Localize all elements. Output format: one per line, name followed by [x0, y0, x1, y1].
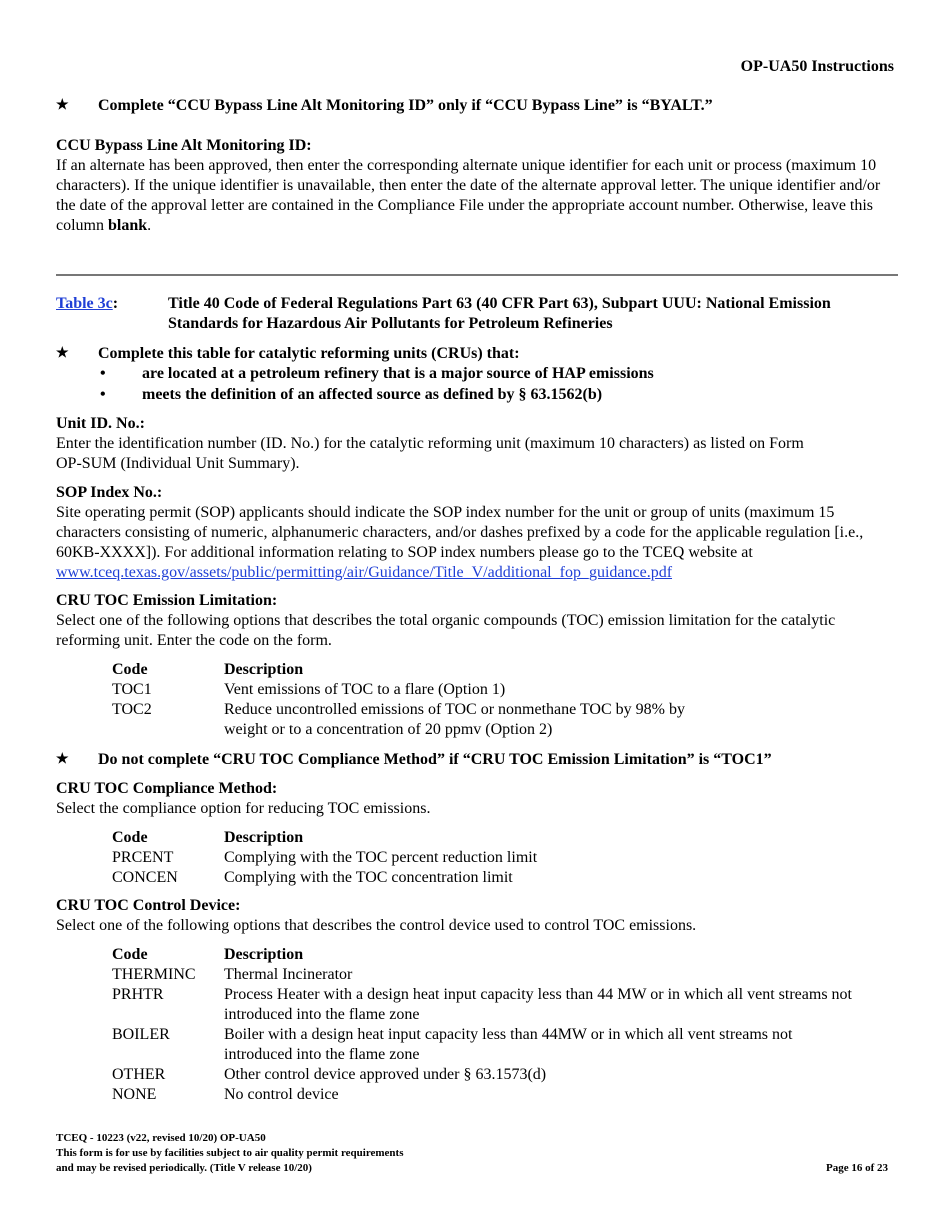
star-icon: ★	[56, 752, 69, 767]
section-heading-toc-method: CRU TOC Compliance Method:	[56, 780, 278, 797]
paragraph-unit-id: Enter the identification number (ID. No.) for the catalytic reforming unit (maximum 10 characters) as listed on Form OP-SUM (Individual Unit Summary).	[56, 435, 804, 472]
section-heading-ccu-bypass-alt-id: CCU Bypass Line Alt Monitoring ID:	[56, 137, 312, 154]
footer-note-line1: This form is for use by facilities subject to air quality permit requirements	[56, 1147, 404, 1159]
star-note-text: Complete “CCU Bypass Line Alt Monitoring ID” only if “CCU Bypass Line” is “BYALT.”	[98, 97, 713, 114]
star-note-cru-table	[56, 344, 898, 364]
page-number: Page 16 of 23	[825, 1162, 888, 1174]
page-footer	[56, 1131, 404, 1176]
section-heading-toc-device: CRU TOC Control Device:	[56, 897, 241, 914]
paragraph-ccu-bypass-alt-id: If an alternate has been approved, then enter the corresponding alternate unique identifier for each unit or process (maximum 10 characters). If the unique identifier is unavailable, then enter the date of the alternate approval letter. The unique identifier and/or the date of the approval letter are contained in the Compliance File under the appropriate account number. Otherwise, leave this column blank.	[56, 157, 881, 234]
toc-device-code-table	[112, 945, 898, 1105]
table-3c-heading	[56, 294, 898, 334]
table-row: BOILER Boiler with a design heat input capacity less than 44MW or in which all vent streams not introduced into the flame zone	[112, 1026, 793, 1063]
bullet-item: • meets the definition of an affected source as defined by § 63.1562(b)	[100, 386, 603, 403]
table-row: THERMINC Thermal Incinerator	[112, 966, 353, 983]
table-row: CONCEN Complying with the TOC concentration limit	[112, 869, 513, 886]
table-header-row: Code Description	[112, 661, 304, 678]
paragraph-toc-device: Select one of the following options that describes the control device used to control TOC emissions.	[56, 917, 697, 934]
table-header-row: Code Description	[112, 946, 304, 963]
table-row: NONE No control device	[112, 1086, 339, 1103]
star-note-toc-method	[56, 750, 898, 770]
star-icon: ★	[56, 346, 69, 361]
toc-limitation-code-table	[112, 660, 732, 740]
emphasis-blank: blank	[108, 217, 148, 234]
page-content	[56, 96, 898, 1105]
paragraph-sop-index: Site operating permit (SOP) applicants should indicate the SOP index number for the unit or group of units (maximum 15 characters consisting of numeric, alphanumeric characters, and/or dashes prefixed by a code for the applicable regulation [i.e., 60KB-XXXX]). For additional information relating to SOP index numbers please go to the TCEQ website at www.tceq.texas.gov/assets/public/permitting/air/Guidance/Title_V/additional_fop_guidance.pdf	[56, 504, 864, 581]
table-header-row: Code Description	[112, 829, 304, 846]
table-3c-link[interactable]: Table 3c	[56, 295, 113, 312]
star-note-ccu-bypass	[56, 96, 898, 116]
table-3c-ref-wrapper: Table 3c:	[56, 295, 119, 312]
table-row: TOC2 Reduce uncontrolled emissions of TOC or nonmethane TOC by 98% by weight or to a concentration of 20 ppmv (Option 2)	[112, 701, 685, 738]
section-heading-toc-limitation: CRU TOC Emission Limitation:	[56, 592, 278, 609]
footer-note-line2: and may be revised periodically. (Title V release 10/20)	[56, 1162, 312, 1174]
table-row: PRHTR Process Heater with a design heat input capacity less than 44 MW or in which all vent streams not introduced into the flame zone	[112, 986, 852, 1023]
table-row: PRCENT Complying with the TOC percent reduction limit	[112, 849, 538, 866]
tceq-guidance-link[interactable]: www.tceq.texas.gov/assets/public/permitting/air/Guidance/Title_V/additional_fop_guidance.pdf	[56, 564, 673, 581]
section-heading-unit-id: Unit ID. No.:	[56, 415, 145, 432]
paragraph-toc-method: Select the compliance option for reducing TOC emissions.	[56, 800, 431, 817]
section-heading-sop-index: SOP Index No.:	[56, 484, 163, 501]
bullet-icon: •	[100, 386, 106, 403]
paragraph-toc-limitation: Select one of the following options that describes the total organic compounds (TOC) emission limitation for the catalytic reforming unit. Enter the code on the form.	[56, 612, 836, 649]
star-icon: ★	[56, 98, 69, 113]
page-header-title: OP-UA50 Instructions	[740, 58, 894, 75]
bullet-item: • are located at a petroleum refinery that is a major source of HAP emissions	[100, 365, 654, 382]
table-row: TOC1 Vent emissions of TOC to a flare (Option 1)	[112, 681, 506, 698]
footer-form-id: TCEQ - 10223 (v22, revised 10/20) OP-UA50	[56, 1132, 266, 1144]
star-note-text: Do not complete “CRU TOC Compliance Method” if “CRU TOC Emission Limitation” is “TOC1”	[98, 751, 772, 768]
table-3c-title: Title 40 Code of Federal Regulations Part 63 (40 CFR Part 63), Subpart UUU: National Emission Standards for Hazardous Air Pollutants for Petroleum Refineries	[168, 295, 831, 332]
toc-method-code-table	[112, 828, 898, 888]
bullet-icon: •	[100, 365, 106, 382]
star-note-text: Complete this table for catalytic reforming units (CRUs) that:	[98, 345, 520, 362]
table-row: OTHER Other control device approved under § 63.1573(d)	[112, 1066, 547, 1083]
